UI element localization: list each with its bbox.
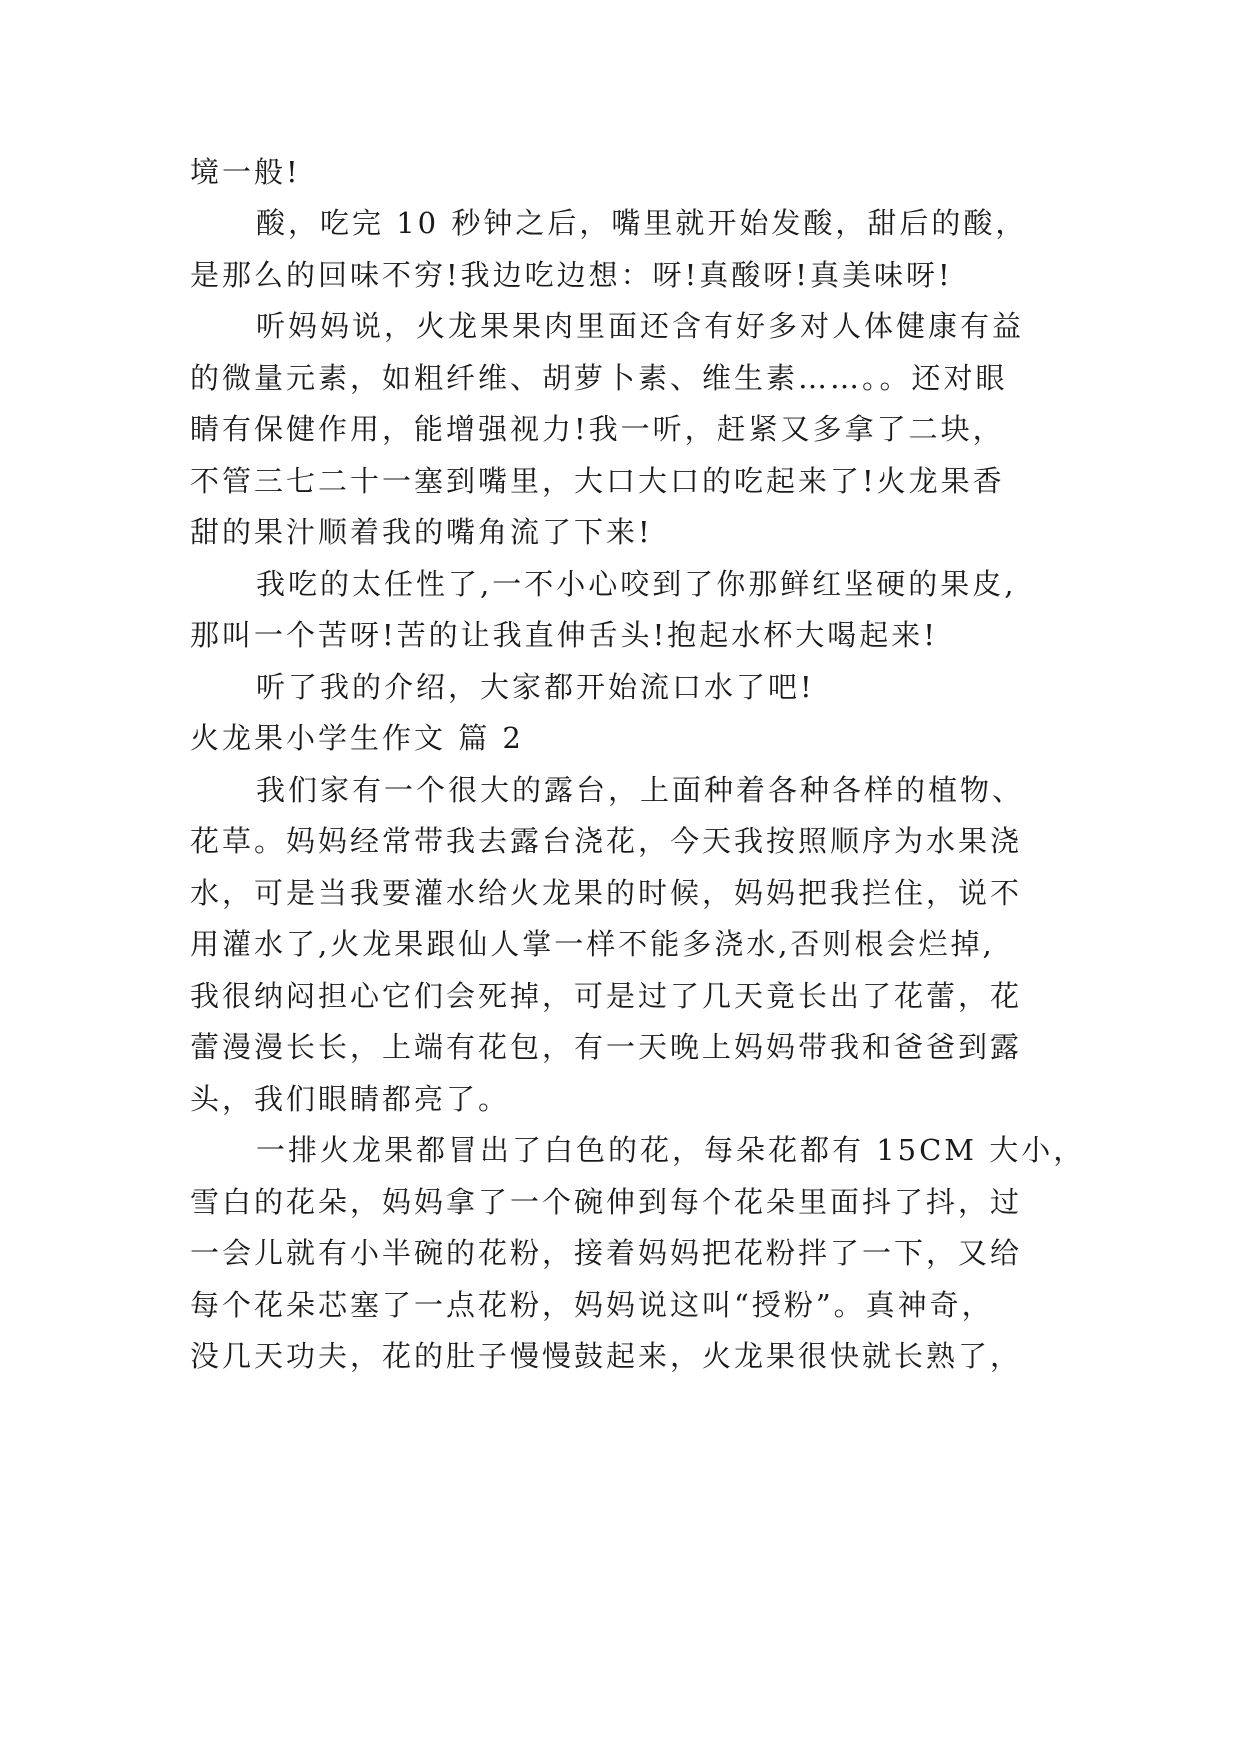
paragraph-start: 一排火龙果都冒出了白色的花，每朵花都有 15CM 大小， <box>256 1133 1086 1167</box>
text-line: 蕾漫漫长长，上端有花包，有一天晚上妈妈带我和爸爸到露 <box>190 1030 1023 1064</box>
text-line: 每个花朵芯塞了一点花粉，妈妈说这叫“授粉”。真神奇， <box>190 1288 994 1322</box>
text-line: 花草。妈妈经常带我去露台浇花，今天我按照顺序为水果浇 <box>190 824 1023 858</box>
paragraph-start: 听妈妈说，火龙果果肉里面还含有好多对人体健康有益 <box>256 309 1025 343</box>
text-line: 头，我们眼睛都亮了。 <box>190 1082 511 1116</box>
section-heading: 火龙果小学生作文 篇 2 <box>190 721 524 755</box>
text-line: 水，可是当我要灌水给火龙果的时候，妈妈把我拦住，说不 <box>190 876 1023 910</box>
text-line: 没几天功夫，花的肚子慢慢鼓起来，火龙果很快就长熟了， <box>190 1339 1023 1373</box>
paragraph-start: 我吃的太任性了,一不小心咬到了你那鲜红坚硬的果皮, <box>256 567 1017 601</box>
text-line: 境一般! <box>190 155 301 189</box>
text-line: 雪白的花朵，妈妈拿了一个碗伸到每个花朵里面抖了抖，过 <box>190 1185 1023 1219</box>
text-line: 用灌水了,火龙果跟仙人掌一样不能多浇水,否则根会烂掉, <box>190 927 995 961</box>
paragraph-start: 听了我的介绍，大家都开始流口水了吧! <box>256 670 815 704</box>
paragraph-start: 酸，吃完 10 秒钟之后，嘴里就开始发酸，甜后的酸， <box>256 206 1028 240</box>
text-line: 的微量元素，如粗纤维、胡萝卜素、维生素……。。还对眼 <box>190 361 1008 395</box>
text-line: 睛有保健作用，能增强视力!我一听，赶紧又多拿了二块， <box>190 412 1005 446</box>
text-line: 一会儿就有小半碗的花粉，接着妈妈把花粉拌了一下，又给 <box>190 1236 1023 1270</box>
text-line: 是那么的回味不穷!我边吃边想：呀!真酸呀!真美味呀! <box>190 258 953 292</box>
text-line: 甜的果汁顺着我的嘴角流了下来! <box>190 515 653 549</box>
text-line: 我很纳闷担心它们会死掉，可是过了几天竟长出了花蕾，花 <box>190 979 1023 1013</box>
text-line: 那叫一个苦呀!苦的让我直伸舌头!抱起水杯大喝起来! <box>190 618 938 652</box>
paragraph-start: 我们家有一个很大的露台，上面种着各种各样的植物、 <box>256 773 1025 807</box>
text-line: 不管三七二十一塞到嘴里，大口大口的吃起来了!火龙果香 <box>190 464 1005 498</box>
